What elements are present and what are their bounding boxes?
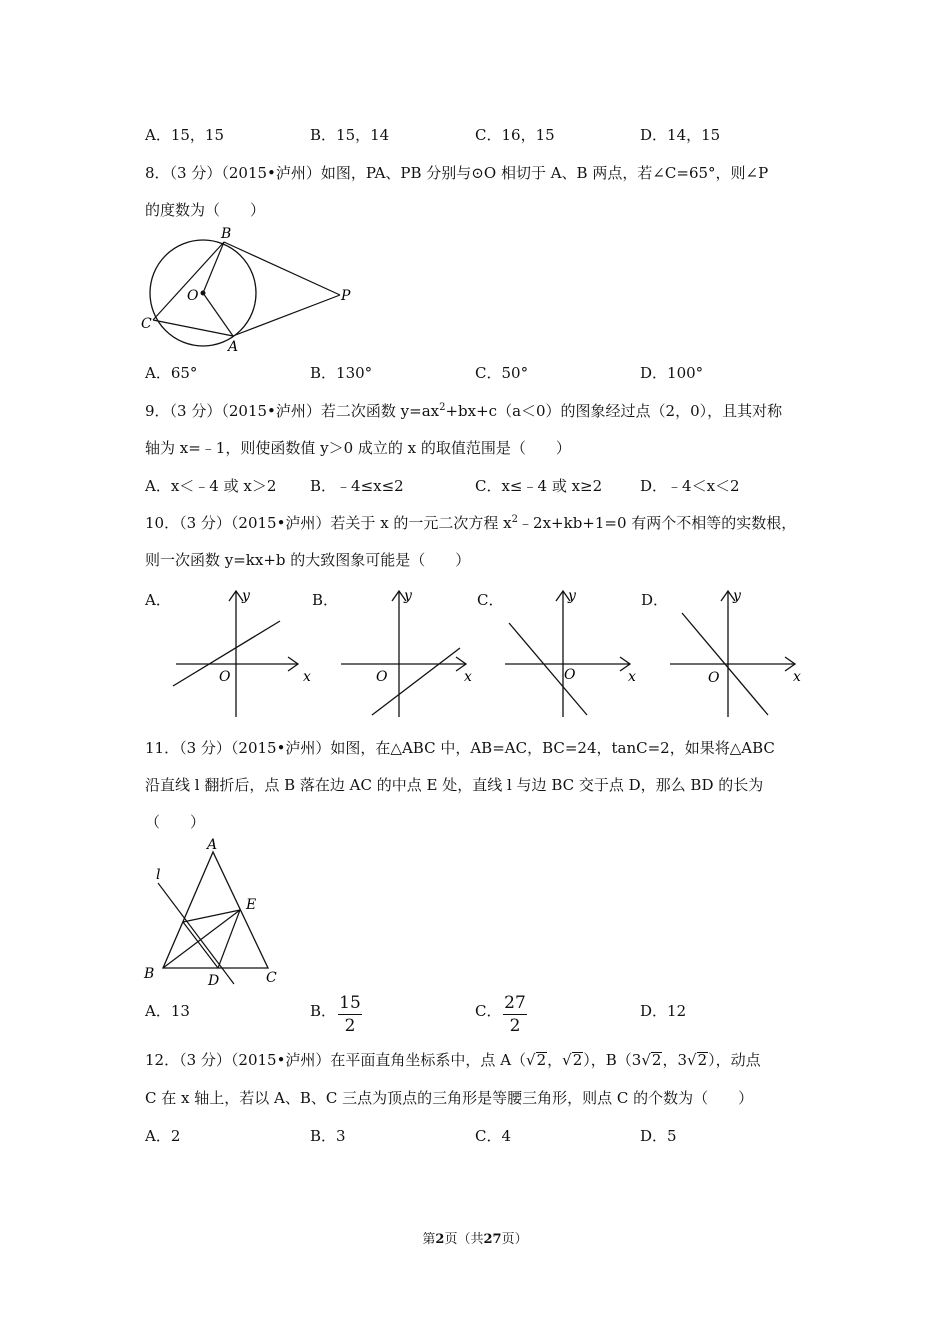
- q10-graph-d-origin: O: [708, 670, 720, 686]
- q11-label-e: E: [246, 897, 257, 913]
- q12-option-d: D．5: [640, 1127, 677, 1145]
- q9-stem-line1: [145, 400, 782, 421]
- q12-radicand-4: 2: [697, 1051, 708, 1069]
- q11-option-b-numerator: 15: [339, 993, 361, 1013]
- q10-stem-exponent: 2: [511, 514, 519, 525]
- q10-stem-post: ﹣2x+kb+1=0 有两个不相等的实数根，: [518, 514, 797, 532]
- q11-option-a: A．13: [145, 1002, 190, 1020]
- q11-line-l: [158, 883, 234, 984]
- q8-tangent-pb: [224, 242, 340, 295]
- q10-stem-line2: 则一次函数 y=kx+b 的大致图象可能是（ ）: [145, 551, 471, 569]
- q10-graph-d-y-label: y: [733, 588, 741, 604]
- q8-label-a: A: [228, 339, 239, 355]
- q8-radius-oa: [203, 293, 233, 336]
- footer-prefix: 第: [422, 1232, 436, 1247]
- q11-label-c: C: [266, 970, 277, 986]
- q9-stem-post: +bx+c（a＜0）的图象经过点（2，0），且其对称: [445, 402, 783, 420]
- q12-options: [0, 1125, 950, 1147]
- q8-option-b: B．130°: [310, 364, 373, 382]
- q11-option-b-prefix: B．: [310, 1002, 337, 1020]
- q11-option-c-denominator: 2: [509, 1016, 521, 1036]
- q10-graph-b-origin: O: [376, 669, 388, 685]
- q7-option-b: B．15，14: [310, 126, 390, 144]
- q8-label-b: B: [221, 226, 232, 242]
- q10-graph-c-origin: O: [564, 667, 576, 683]
- q10-stem-pre: 10．（3 分）（2015•泸州）若关于 x 的一元二次方程 x: [145, 514, 512, 532]
- q10-option-d: D．: [641, 591, 669, 609]
- q8-options: [0, 362, 950, 384]
- footer-suffix: 页）: [501, 1232, 528, 1247]
- q8-chord-ca: [153, 320, 233, 336]
- q11-stem-line1: 11．（3 分）（2015•泸州）如图，在△ABC 中，AB=AC，BC=24，tanC=2，如果将△ABC: [145, 739, 775, 757]
- q12-radicand-3: 2: [651, 1051, 662, 1069]
- q7-option-c: C．16，15: [475, 126, 555, 144]
- q11-label-l: l: [156, 867, 161, 883]
- q8-stem-line2: 的度数为（ ）: [145, 201, 266, 219]
- q12-radicand-1: 2: [536, 1051, 547, 1069]
- footer-page-number: 2: [435, 1232, 445, 1247]
- q10-graph-a-x-label: x: [303, 669, 311, 685]
- q10-graph-c-x-label: x: [628, 669, 636, 685]
- q10-stem-line1: [145, 512, 796, 533]
- q12-stem-part-a: 12．（3 分）（2015•泸州）在平面直角坐标系中，点 A（: [145, 1051, 527, 1069]
- q9-options: [0, 475, 950, 497]
- q11-option-b-fraction: [338, 994, 362, 1035]
- q8-circle-tangent-figure: [138, 225, 358, 355]
- q8-tangent-pa: [233, 295, 340, 336]
- q12-stem-part-d: ，3: [662, 1051, 687, 1069]
- q8-option-c: C．50°: [475, 364, 529, 382]
- q8-option-a: A．65°: [145, 364, 198, 382]
- q7-option-a: A．15，15: [145, 126, 225, 144]
- q11-option-b-denominator: 2: [344, 1016, 356, 1036]
- q12-stem-part-b: ，: [547, 1051, 563, 1069]
- q10-graph-c: [500, 585, 650, 720]
- footer-middle: 页（共: [444, 1232, 484, 1247]
- q10-graph-b-y-label: y: [404, 588, 412, 604]
- q11-option-d: D．12: [640, 1002, 687, 1020]
- q11-option-c-numerator: 27: [504, 993, 526, 1013]
- q9-stem-exponent: 2: [439, 402, 446, 413]
- q9-option-a: A．x＜﹣4 或 x＞2: [145, 477, 277, 495]
- q8-stem-line1: 8．（3 分）（2015•泸州）如图，PA、PB 分别与⊙O 相切于 A、B 两点，若∠C=65°，则∠P: [145, 164, 769, 182]
- q11-option-c-fraction: [503, 994, 527, 1035]
- q8-label-p: P: [341, 288, 351, 304]
- q11-option-c-prefix: C．: [475, 1002, 502, 1020]
- q10-graph-d: [665, 585, 815, 720]
- q11-segment-fold-d: [183, 922, 218, 968]
- q12-stem-part-e: ），动点: [708, 1051, 761, 1069]
- q8-label-o: O: [187, 288, 199, 304]
- q9-option-b: B．﹣4≤x≤2: [310, 477, 404, 495]
- q12-stem-part-c: ），B（3: [583, 1051, 642, 1069]
- q8-option-d: D．100°: [640, 364, 704, 382]
- q12-option-a: A．2: [145, 1127, 181, 1145]
- page-footer: [0, 1228, 950, 1247]
- q10-graph-a-y-label: y: [242, 588, 250, 604]
- q10-graph-b-x-label: x: [464, 669, 472, 685]
- q11-stem-line3: （ ）: [145, 813, 206, 831]
- q9-stem-pre: 9．（3 分）（2015•泸州）若二次函数 y=ax: [145, 402, 440, 420]
- q10-option-b: B．: [312, 591, 339, 609]
- q8-label-c: C: [141, 316, 152, 332]
- q11-stem-line2: 沿直线 l 翻折后，点 B 落在边 AC 的中点 E 处，直线 l 与边 BC 交于点 D，那么 BD 的长为: [145, 776, 764, 794]
- q9-stem-line2: 轴为 x=﹣1，则使函数值 y＞0 成立的 x 的取值范围是（ ）: [145, 439, 571, 457]
- q10-option-c: C．: [477, 591, 504, 609]
- q9-option-d: D．﹣4＜x＜2: [640, 477, 740, 495]
- q10-graph-b: [336, 585, 486, 720]
- q8-radius-ob: [203, 242, 224, 293]
- footer-total-pages: 27: [483, 1232, 502, 1247]
- q10-option-a: A．: [145, 591, 171, 609]
- q7-options: [0, 124, 950, 146]
- q11-triangle-figure: [138, 836, 288, 988]
- q11-label-d: D: [208, 973, 220, 988]
- q7-option-d: D．14，15: [640, 126, 721, 144]
- q12-option-b: B．3: [310, 1127, 346, 1145]
- q11-label-b: B: [144, 966, 155, 982]
- q8-center-dot: [201, 291, 206, 296]
- q10-graph-c-y-label: y: [568, 588, 576, 604]
- q12-stem-line1: 12．（3 分）（2015•泸州）在平面直角坐标系中，点 A（√2，√2），B（3√2，3√2），动点: [145, 1051, 761, 1069]
- q12-stem-line2: C 在 x 轴上，若以 A、B、C 三点为顶点的三角形是等腰三角形，则点 C 的个数为（ ）: [145, 1089, 754, 1107]
- q11-label-a: A: [207, 837, 218, 853]
- q10-graph-a-origin: O: [219, 669, 231, 685]
- q9-option-c: C．x≤﹣4 或 x≥2: [475, 477, 603, 495]
- q10-graph-a: [168, 585, 318, 720]
- q12-radicand-2: 2: [572, 1051, 583, 1069]
- q10-graph-d-x-label: x: [793, 669, 801, 685]
- q12-option-c: C．4: [475, 1127, 512, 1145]
